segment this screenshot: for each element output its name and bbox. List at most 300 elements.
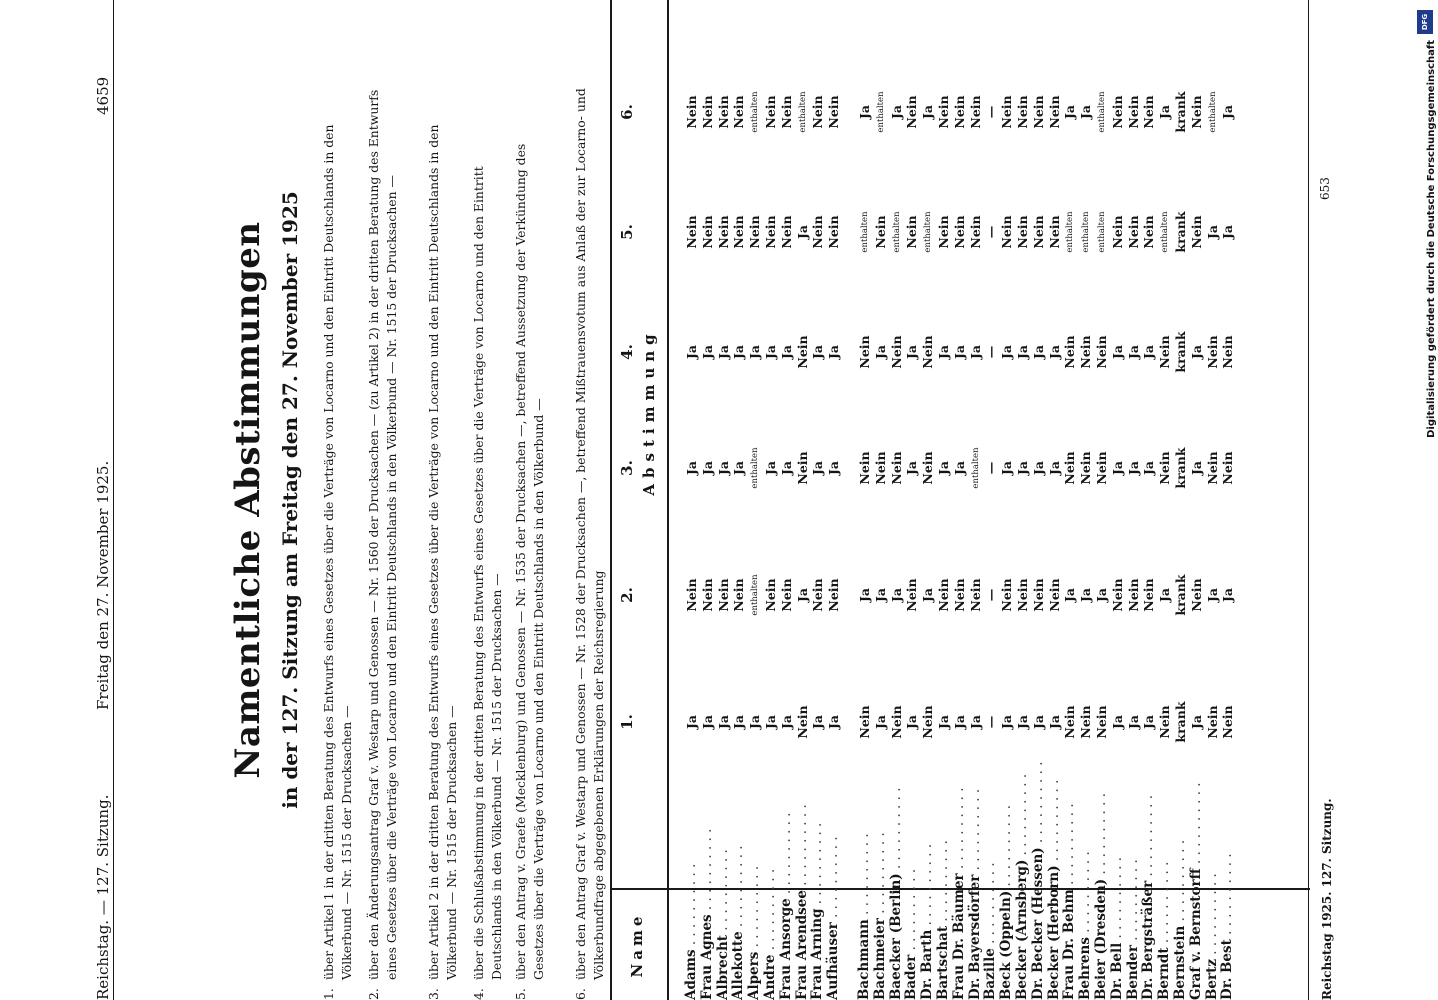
member-name: Dr. Bayersdörfer . . . . . . . . . . bbox=[966, 788, 983, 1000]
member-name: Bernstein . . . . . . . . . . bbox=[1172, 839, 1188, 1000]
vote-cell: Ja bbox=[904, 345, 920, 360]
member-name: Frau Dr. Bäumer . . . . . . . . . . bbox=[950, 787, 967, 1000]
vote-cell: enthalten bbox=[891, 211, 902, 253]
vote-cell: Ja bbox=[936, 345, 951, 360]
member-name: Adams . . . . . . . . . . bbox=[683, 863, 699, 1000]
page-subtitle: in der 127. Sitzung am Freitag den 27. November 1925 bbox=[278, 191, 302, 809]
vote-cell: Ja bbox=[1188, 345, 1204, 360]
vote-cell: Nein bbox=[1046, 578, 1062, 612]
vote-cell: Ja bbox=[1157, 105, 1173, 120]
member-name-text: Baecker (Berlin) bbox=[887, 873, 904, 1000]
vote-cell: Ja bbox=[1188, 461, 1204, 476]
member-name: Dr. Bergsträßer . . . . . . . . . . bbox=[1140, 794, 1157, 1000]
vote-cell: Ja bbox=[763, 345, 778, 360]
name-column-header: Name bbox=[628, 912, 646, 978]
vote-cell: Nein bbox=[1204, 705, 1220, 739]
vote-cell: Ja bbox=[1094, 588, 1109, 603]
vote-cell: Ja bbox=[1062, 588, 1078, 603]
member-name: Berndt . . . . . . . . . . bbox=[1156, 861, 1173, 1000]
vote-cell: Nein bbox=[904, 578, 920, 612]
vote-cell: Ja bbox=[699, 345, 715, 360]
vote-cell: Nein bbox=[826, 578, 842, 612]
vote-cell: Ja bbox=[1030, 461, 1046, 476]
member-name-text: Bernstein bbox=[1172, 925, 1188, 1000]
vote-cell: Ja bbox=[920, 588, 936, 603]
vote-cell: Nein bbox=[1015, 578, 1030, 612]
vote-column-number: 4. bbox=[618, 344, 636, 360]
vote-cell: Ja bbox=[1078, 588, 1094, 603]
header-left: Reichstag. — 127. Sitzung. bbox=[94, 794, 112, 1000]
signature-number: 653 bbox=[1318, 177, 1332, 200]
vote-cell: Nein bbox=[1015, 215, 1030, 249]
vote-cell: Nein bbox=[1125, 215, 1141, 249]
vote-cell: Nein bbox=[684, 215, 699, 249]
dfg-sidebar bbox=[1418, 10, 1438, 990]
vote-cell: Ja bbox=[920, 105, 936, 120]
vote-cell: Nein bbox=[810, 95, 826, 129]
vote-cell: krank bbox=[1173, 211, 1188, 253]
dfg-note: Digitalisierung gefördert durch die Deutsche Forschungsgemeinschaft bbox=[1426, 40, 1437, 438]
vote-text: über den Antrag v. Graefe (Mecklenburg) und Genossen — Nr. 1535 der Drucksachen —, betreffend Aussetzung der Verkündung des Gesetzes über die Verträge von Locarno und den Eintritt Deutschlands in den Völkerbund — bbox=[513, 143, 546, 980]
vote-cell: Nein bbox=[1188, 95, 1204, 129]
vote-cell: Nein bbox=[1157, 335, 1173, 369]
vote-cell: Ja bbox=[810, 461, 826, 476]
vote-cell: Nein bbox=[810, 215, 826, 249]
vote-cell: — bbox=[983, 588, 999, 602]
vote-cell: Nein bbox=[763, 215, 778, 249]
vote-cell: Ja bbox=[857, 588, 872, 603]
vote-cell: Nein bbox=[684, 95, 699, 129]
member-name-text: Behrens bbox=[1077, 937, 1094, 1000]
vote-cell: Nein bbox=[1015, 95, 1030, 129]
member-name: Bader . . . . . . . . . . bbox=[903, 868, 920, 1000]
member-name-text: Albrecht bbox=[714, 934, 731, 1000]
vote-cell: Nein bbox=[778, 95, 794, 129]
vote-cell: Ja bbox=[951, 461, 967, 476]
vote-number: 4. bbox=[471, 988, 486, 1000]
vote-cell: Nein bbox=[904, 95, 920, 129]
vote-cell: Nein bbox=[888, 335, 904, 369]
vote-text: über den Antrag Graf v. Westarp und Genossen — Nr. 1528 der Drucksachen —, betreffend Mißtrauensvotum aus Anlaß der zur Locarno- und Völkerbundfrage abgegebenen Erklärungen der Reichsregierung bbox=[573, 88, 606, 980]
vote-cell: Ja bbox=[1141, 715, 1157, 730]
member-name-text: Bazille bbox=[982, 948, 999, 1000]
member-name-text: Aufhäuser bbox=[825, 922, 842, 1000]
table-header-rule bbox=[667, 0, 669, 1000]
vote-cell: Ja bbox=[888, 588, 904, 603]
vote-cell: Ja bbox=[715, 461, 731, 476]
vote-cell: Nein bbox=[684, 578, 699, 612]
table-bottom-rule bbox=[1308, 0, 1309, 1000]
vote-column-number: 5. bbox=[618, 224, 636, 240]
vote-cell: Nein bbox=[888, 705, 904, 739]
vote-cell: Nein bbox=[1188, 578, 1204, 612]
member-name-text: Adams bbox=[683, 949, 699, 1000]
vote-cell: Nein bbox=[936, 578, 951, 612]
member-name-text: Bachmann bbox=[856, 919, 872, 1000]
vote-cell: Nein bbox=[1125, 578, 1141, 612]
member-name-text: Bertz bbox=[1203, 958, 1220, 1000]
vote-cell: Ja bbox=[951, 345, 967, 360]
member-name-text: Becker (Arnsberg) bbox=[1014, 859, 1030, 1000]
vote-cell: Nein bbox=[1109, 95, 1125, 129]
vote-number: 6. bbox=[573, 988, 588, 1000]
vote-cell: — bbox=[983, 225, 999, 239]
member-name-text: Becker (Herborn) bbox=[1045, 865, 1062, 1000]
vote-cell: Ja bbox=[684, 345, 699, 360]
member-name-text: Bachmeier bbox=[871, 918, 888, 1000]
vote-cell: Ja bbox=[699, 715, 715, 730]
vote-cell: krank bbox=[1173, 447, 1188, 489]
vote-cell: Nein bbox=[936, 95, 951, 129]
vote-cell: Nein bbox=[1141, 215, 1157, 249]
vote-cell: Ja bbox=[731, 715, 747, 730]
vote-cell: krank bbox=[1173, 701, 1188, 743]
vote-cell: Nein bbox=[699, 578, 715, 612]
vote-cell: Nein bbox=[1109, 215, 1125, 249]
header-date: Freitag den 27. November 1925. bbox=[94, 460, 112, 710]
vote-cell: Nein bbox=[920, 705, 936, 739]
member-name: Bachmann . . . . . . . . . . bbox=[856, 833, 872, 1000]
vote-number: 2. bbox=[366, 988, 381, 1000]
vote-cell: Ja bbox=[872, 588, 888, 603]
vote-cell: Nein bbox=[999, 95, 1015, 129]
vote-cell: Nein bbox=[1141, 578, 1157, 612]
member-name-text: Dr. Bayersdörfer bbox=[966, 874, 983, 1000]
vote-cell: Ja bbox=[778, 345, 794, 360]
vote-cell: Ja bbox=[826, 461, 842, 476]
vote-cell: Nein bbox=[1062, 705, 1078, 739]
vote-cell: Ja bbox=[763, 461, 778, 476]
member-name-text: Frau Arning bbox=[809, 908, 826, 1000]
vote-cell: Ja bbox=[794, 588, 810, 603]
vote-cell: Ja bbox=[857, 105, 872, 120]
vote-cell: enthalten bbox=[923, 211, 934, 253]
member-name-text: Bartschat bbox=[935, 925, 951, 1000]
member-name: Albrecht . . . . . . . . . . bbox=[714, 849, 731, 1000]
vote-cell: krank bbox=[1173, 331, 1188, 373]
vote-cell: Nein bbox=[872, 215, 888, 249]
vote-cell: Ja bbox=[872, 715, 888, 730]
abstimmung-header: Abstimmung bbox=[640, 328, 658, 496]
member-name: Bachmeier . . . . . . . . . . bbox=[871, 832, 888, 1000]
vote-number: 5. bbox=[513, 988, 528, 1000]
member-name: Beck (Oppeln) . . . . . . . . . . bbox=[998, 804, 1015, 1000]
vote-cell: Ja bbox=[888, 105, 904, 120]
vote-cell: Ja bbox=[872, 345, 888, 360]
dfg-logo-icon: DFG bbox=[1417, 10, 1433, 34]
vote-cell: Ja bbox=[999, 461, 1015, 476]
vote-cell: Nein bbox=[715, 95, 731, 129]
header-rule bbox=[113, 0, 114, 1000]
vote-cell: enthalten bbox=[1065, 211, 1076, 253]
vote-cell: enthalten bbox=[797, 91, 808, 133]
vote-cell: Ja bbox=[1157, 588, 1173, 603]
vote-cell: Ja bbox=[1188, 715, 1204, 730]
vote-cell: Nein bbox=[1220, 451, 1236, 485]
vote-cell: Ja bbox=[904, 461, 920, 476]
member-name: Frau Dr. Behm . . . . . . . . . . bbox=[1061, 803, 1078, 1000]
vote-cell: Nein bbox=[1204, 451, 1220, 485]
vote-cell: Ja bbox=[826, 345, 842, 360]
vote-cell: Nein bbox=[1062, 451, 1078, 485]
vote-cell: Nein bbox=[794, 335, 810, 369]
vote-cell: Ja bbox=[1204, 588, 1220, 603]
vote-cell: Ja bbox=[1109, 345, 1125, 360]
member-name: Bender . . . . . . . . . . bbox=[1124, 859, 1141, 1000]
vote-cell: Ja bbox=[1030, 715, 1046, 730]
vote-cell: Ja bbox=[1109, 461, 1125, 476]
vote-cell: Nein bbox=[715, 578, 731, 612]
vote-cell: Nein bbox=[1094, 705, 1109, 739]
member-name-text: Frau Arendsee bbox=[793, 890, 810, 1000]
vote-cell: Nein bbox=[715, 215, 731, 249]
vote-cell: Ja bbox=[936, 461, 951, 476]
vote-cell: enthalten bbox=[750, 574, 761, 616]
vote-text: über die Schlußabstimmung in der dritten Beratung des Entwurfs eines Gesetzes über die Verträge von Locarno und den Eintritt Deutschlands in den Völkerbund — Nr. 1515 der Drucksachen — bbox=[471, 166, 504, 980]
vote-column-number: 6. bbox=[618, 104, 636, 120]
vote-cell: Ja bbox=[715, 715, 731, 730]
vote-cell: Ja bbox=[1030, 345, 1046, 360]
member-name-text: Beier (Dresden) bbox=[1093, 878, 1109, 1000]
vote-cell: Ja bbox=[904, 715, 920, 730]
member-name: Bazille . . . . . . . . . . bbox=[982, 862, 999, 1000]
vote-cell: Nein bbox=[747, 215, 763, 249]
vote-cell: enthalten bbox=[1081, 211, 1092, 253]
vote-cell: enthalten bbox=[970, 447, 981, 489]
vote-column-number: 3. bbox=[618, 460, 636, 476]
vote-cell: Nein bbox=[699, 215, 715, 249]
vote-cell: enthalten bbox=[1097, 211, 1107, 253]
member-name-text: Dr. Best bbox=[1219, 939, 1236, 1000]
vote-cell: Nein bbox=[920, 335, 936, 369]
vote-cell: — bbox=[983, 105, 999, 119]
vote-cell: Nein bbox=[967, 95, 983, 129]
vote-cell: Ja bbox=[1046, 461, 1062, 476]
member-name-text: Alpers bbox=[746, 951, 763, 1000]
vote-cell: Nein bbox=[920, 451, 936, 485]
vote-cell: Nein bbox=[699, 95, 715, 129]
member-name-text: Bader bbox=[903, 954, 920, 1000]
vote-text: über Artikel 2 in der dritten Beratung des Entwurfs eines Gesetzes über die Verträge von Locarno und den Eintritt Deutschlands in den Völkerbund — Nr. 1515 der Drucksachen — bbox=[426, 124, 459, 980]
footer-left: Reichstag 1925. 127. Sitzung. bbox=[1320, 798, 1334, 1000]
table-top-rule bbox=[610, 0, 612, 1000]
vote-cell: Ja bbox=[684, 461, 699, 476]
vote-cell: Nein bbox=[731, 215, 747, 249]
vote-cell: Nein bbox=[1141, 95, 1157, 129]
vote-cell: Nein bbox=[763, 95, 778, 129]
vote-cell: krank bbox=[1173, 574, 1188, 616]
member-name-text: Frau Agnes bbox=[698, 914, 715, 1000]
vote-cell: Ja bbox=[1220, 225, 1236, 240]
member-name-text: Dr. Becker (Hessen) bbox=[1029, 847, 1046, 1000]
vote-cell: Ja bbox=[999, 715, 1015, 730]
vote-cell: Ja bbox=[951, 715, 967, 730]
member-name: Dr. Barth . . . . . . . . . . bbox=[919, 843, 936, 1000]
vote-cell: Ja bbox=[1046, 715, 1062, 730]
member-name: Dr. Best . . . . . . . . . . bbox=[1219, 853, 1236, 1000]
member-name: Alpers . . . . . . . . . . bbox=[746, 865, 763, 1000]
vote-cell: Nein bbox=[1078, 335, 1094, 369]
vote-cell: Ja bbox=[967, 345, 983, 360]
vote-cell: Ja bbox=[1062, 105, 1078, 120]
vote-cell: Ja bbox=[699, 461, 715, 476]
vote-cell: Nein bbox=[1125, 95, 1141, 129]
vote-cell: Ja bbox=[1125, 461, 1141, 476]
vote-cell: Ja bbox=[1125, 715, 1141, 730]
vote-cell: Ja bbox=[1015, 461, 1030, 476]
vote-cell: Ja bbox=[763, 715, 778, 730]
vote-cell: Nein bbox=[872, 451, 888, 485]
vote-cell: Nein bbox=[1220, 335, 1236, 369]
vote-cell: Nein bbox=[857, 705, 872, 739]
member-name: Graf v. Bernstorff . . . . . . . . . . bbox=[1187, 782, 1204, 1000]
vote-cell: Nein bbox=[951, 578, 967, 612]
vote-cell: Ja bbox=[1125, 345, 1141, 360]
vote-cell: Nein bbox=[1030, 215, 1046, 249]
member-name: Dr. Bell . . . . . . . . . . bbox=[1108, 856, 1125, 1000]
member-name: Dr. Becker (Hessen) . . . . . . . . . . bbox=[1029, 761, 1046, 1000]
vote-cell: — bbox=[983, 715, 999, 729]
vote-cell: Ja bbox=[715, 345, 731, 360]
vote-cell: — bbox=[983, 461, 999, 475]
member-name: Allekotte . . . . . . . . . . bbox=[730, 845, 747, 1000]
member-name-text: Allekotte bbox=[730, 931, 747, 1000]
vote-cell: Nein bbox=[951, 95, 967, 129]
vote-cell: enthalten bbox=[750, 91, 761, 133]
member-name: Frau Arning . . . . . . . . . . bbox=[809, 822, 826, 1000]
member-name: Becker (Arnsberg) . . . . . . . . . . bbox=[1014, 773, 1030, 1000]
vote-cell: Nein bbox=[826, 95, 842, 129]
member-name: Frau Agnes . . . . . . . . . . bbox=[698, 828, 715, 1000]
vote-cell: Ja bbox=[826, 715, 842, 730]
member-name-text: Frau Ansorge bbox=[777, 898, 794, 1000]
vote-cell: Nein bbox=[1188, 215, 1204, 249]
member-name: Baecker (Berlin) . . . . . . . . . . bbox=[887, 787, 904, 1000]
vote-cell: enthalten bbox=[1160, 211, 1171, 253]
member-name-text: Dr. Bergsträßer bbox=[1140, 880, 1157, 1000]
vote-cell: Ja bbox=[999, 345, 1015, 360]
vote-cell: — bbox=[983, 345, 999, 359]
vote-cell: Nein bbox=[763, 578, 778, 612]
page-title: Namentliche Abstimmungen bbox=[228, 221, 268, 779]
member-name-text: Berndt bbox=[1156, 947, 1173, 1000]
vote-cell: Nein bbox=[936, 215, 951, 249]
vote-cell: Ja bbox=[747, 715, 763, 730]
page-number: 4659 bbox=[94, 76, 112, 115]
vote-cell: Nein bbox=[794, 705, 810, 739]
vote-cell: enthalten bbox=[1097, 91, 1107, 133]
member-name: Aufhäuser . . . . . . . . . . bbox=[825, 836, 842, 1000]
member-name-text: Dr. Bell bbox=[1108, 942, 1125, 1000]
vote-cell: Nein bbox=[1046, 95, 1062, 129]
vote-cell: krank bbox=[1173, 91, 1188, 133]
member-name: Bertz . . . . . . . . . . bbox=[1203, 873, 1220, 1000]
vote-cell: Nein bbox=[1157, 451, 1173, 485]
vote-cell: Nein bbox=[904, 215, 920, 249]
vote-cell: Nein bbox=[1109, 578, 1125, 612]
vote-cell: Nein bbox=[999, 215, 1015, 249]
member-name: Beier (Dresden) . . . . . . . . . . bbox=[1093, 793, 1109, 1000]
vote-cell: Nein bbox=[1094, 335, 1109, 369]
member-name-text: Beck (Oppeln) bbox=[998, 890, 1015, 1000]
vote-cell: Nein bbox=[778, 578, 794, 612]
member-name-text: Dr. Barth bbox=[919, 929, 936, 1000]
vote-cell: Nein bbox=[999, 578, 1015, 612]
member-name-text: Frau Dr. Behm bbox=[1061, 889, 1078, 1000]
vote-cell: Ja bbox=[778, 461, 794, 476]
vote-cell: Nein bbox=[1220, 705, 1236, 739]
vote-cell: Nein bbox=[778, 215, 794, 249]
vote-cell: Nein bbox=[951, 215, 967, 249]
vote-cell: Nein bbox=[794, 451, 810, 485]
vote-cell: Nein bbox=[731, 578, 747, 612]
vote-number: 3. bbox=[426, 988, 441, 1000]
vote-cell: Ja bbox=[731, 345, 747, 360]
vote-cell: Ja bbox=[1109, 715, 1125, 730]
vote-cell: Ja bbox=[1046, 345, 1062, 360]
vote-cell: enthalten bbox=[750, 447, 761, 489]
vote-cell: Nein bbox=[1030, 95, 1046, 129]
vote-text: über Artikel 1 in der dritten Beratung des Entwurfs eines Gesetzes über die Verträge von Locarno und den Eintritt Deutschlands in den Völkerbund — Nr. 1515 der Drucksachen — bbox=[321, 124, 354, 980]
member-name: Frau Arendsee . . . . . . . . . . bbox=[793, 804, 810, 1000]
vote-cell: Nein bbox=[1078, 451, 1094, 485]
vote-cell: Nein bbox=[857, 335, 872, 369]
vote-cell: Ja bbox=[936, 715, 951, 730]
member-name-text: Andre bbox=[762, 954, 778, 1000]
vote-cell: Nein bbox=[967, 215, 983, 249]
vote-cell: Nein bbox=[1062, 335, 1078, 369]
vote-cell: Nein bbox=[967, 578, 983, 612]
vote-cell: Ja bbox=[731, 461, 747, 476]
member-name: Becker (Herborn) . . . . . . . . . . bbox=[1045, 779, 1062, 1000]
vote-column-number: 2. bbox=[618, 587, 636, 603]
vote-cell: Nein bbox=[1157, 705, 1173, 739]
member-name: Bartschat . . . . . . . . . . bbox=[935, 840, 951, 1000]
vote-cell: Ja bbox=[1141, 345, 1157, 360]
member-name: Frau Ansorge . . . . . . . . . . bbox=[777, 812, 794, 1000]
vote-cell: Ja bbox=[747, 345, 763, 360]
vote-cell: Ja bbox=[1078, 105, 1094, 120]
vote-cell: Nein bbox=[857, 451, 872, 485]
member-name-text: Frau Dr. Bäumer bbox=[950, 873, 967, 1000]
vote-cell: Ja bbox=[1015, 345, 1030, 360]
vote-cell: Nein bbox=[1094, 451, 1109, 485]
vote-number: 1. bbox=[321, 988, 336, 1000]
member-name: Behrens . . . . . . . . . . bbox=[1077, 851, 1094, 1000]
vote-cell: Nein bbox=[731, 95, 747, 129]
vote-cell: Nein bbox=[1078, 705, 1094, 739]
vote-cell: Ja bbox=[1204, 225, 1220, 240]
vote-cell: Ja bbox=[967, 715, 983, 730]
member-name-text: Graf v. Bernstorff bbox=[1187, 868, 1204, 1000]
vote-cell: enthalten bbox=[1207, 91, 1218, 133]
vote-cell: Nein bbox=[826, 215, 842, 249]
vote-cell: Nein bbox=[888, 451, 904, 485]
vote-cell: Ja bbox=[684, 715, 699, 730]
vote-text: über den Änderungsantrag Graf v. Westarp und Genossen — Nr. 1560 der Drucksachen — (zu Artikel 2) in der dritten Beratung des Entwurfs eines Gesetzes über die Verträge von Locarno und den Eintritt Deutschlands in den Völkerbund — Nr. 1515 der Drucksachen — bbox=[366, 89, 399, 980]
vote-cell: Ja bbox=[1141, 461, 1157, 476]
vote-cell: Ja bbox=[810, 715, 826, 730]
vote-cell: enthalten bbox=[875, 91, 886, 133]
vote-cell: Nein bbox=[1046, 215, 1062, 249]
vote-column-number: 1. bbox=[618, 714, 636, 730]
member-name-text: Bender bbox=[1124, 945, 1141, 1000]
vote-cell: Ja bbox=[810, 345, 826, 360]
vote-cell: Nein bbox=[810, 578, 826, 612]
vote-cell: Ja bbox=[794, 225, 810, 240]
vote-cell: Ja bbox=[778, 715, 794, 730]
vote-cell: Nein bbox=[1204, 335, 1220, 369]
